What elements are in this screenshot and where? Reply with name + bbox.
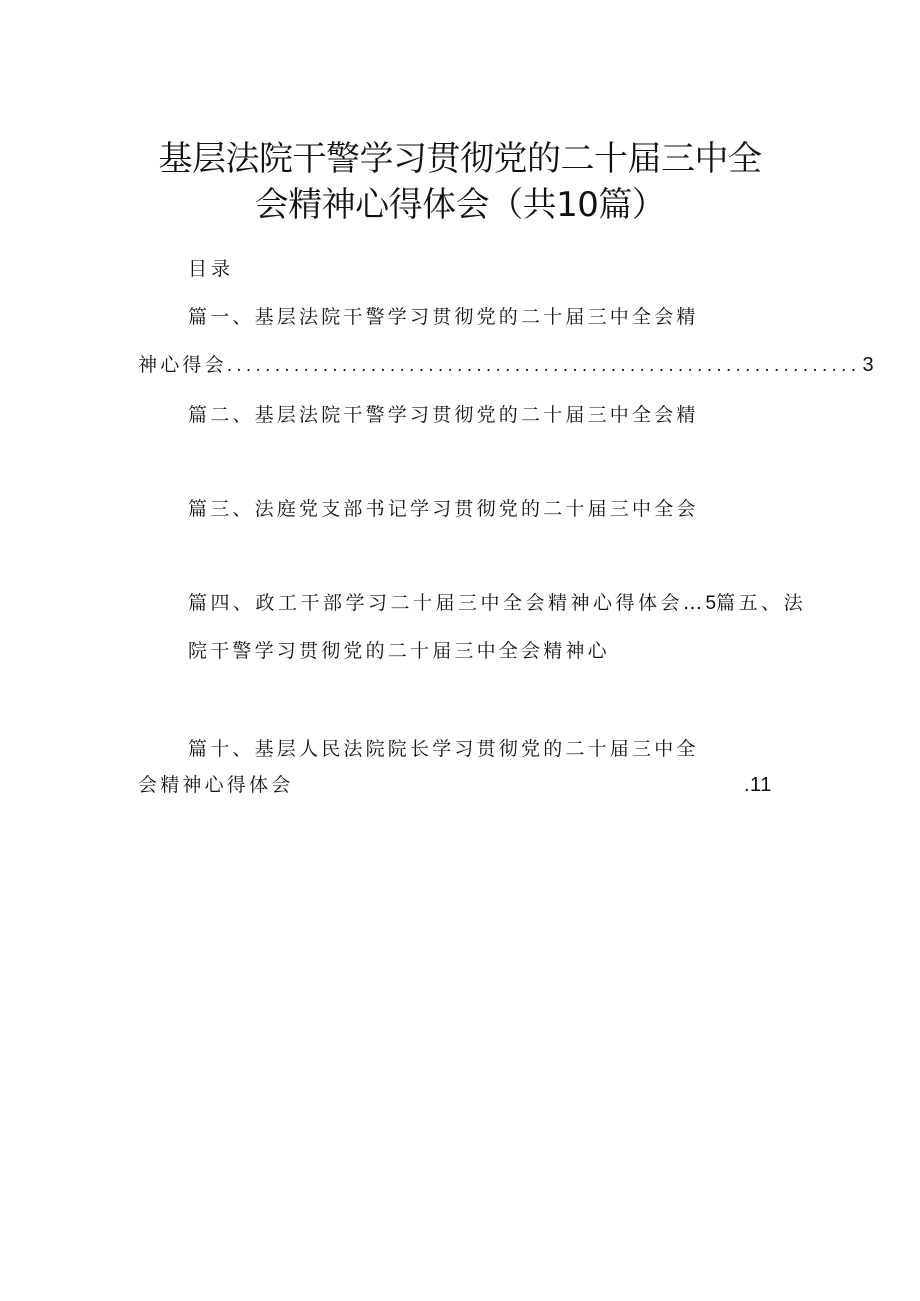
toc-entry-1-line-2[interactable] xyxy=(138,352,874,378)
toc-entry-1-page: 3 xyxy=(862,354,874,376)
toc-entry-4-text: 篇四、政工干部学习二十届三中全会精神心得体会… xyxy=(188,592,706,614)
toc-heading: 目录 xyxy=(188,258,235,280)
toc-entry-10-page: .11 xyxy=(744,774,772,796)
toc-entry-5-line-2[interactable]: 院干警学习贯彻党的二十届三中全会精神心 xyxy=(188,640,610,662)
document-title-line-2: 会精神心得体会（共10篇） xyxy=(254,185,666,225)
toc-entry-3[interactable]: 篇三、法庭党支部书记学习贯彻党的二十届三中全会 xyxy=(188,498,699,520)
toc-entry-10-line-1[interactable]: 篇十、基层人民法院院长学习贯彻党的二十届三中全 xyxy=(188,738,699,760)
document-title-line-1: 基层法院干警学习贯彻党的二十届三中全 xyxy=(158,139,762,179)
toc-entry-1-leader: .................................................................. xyxy=(226,355,861,375)
toc-entry-4-line-1[interactable] xyxy=(188,590,806,617)
toc-entry-4-page: 5 xyxy=(705,593,717,614)
toc-entry-2[interactable]: 篇二、基层法院干警学习贯彻党的二十届三中全会精 xyxy=(188,404,699,426)
toc-entry-10-line-2[interactable]: 会精神心得体会 xyxy=(138,774,294,796)
toc-entry-1-text: 神心得会 xyxy=(138,354,227,376)
toc-entry-1-line-1[interactable]: 篇一、基层法院干警学习贯彻党的二十届三中全会精 xyxy=(188,306,699,328)
toc-entry-5-start: 篇五、法 xyxy=(716,592,807,614)
